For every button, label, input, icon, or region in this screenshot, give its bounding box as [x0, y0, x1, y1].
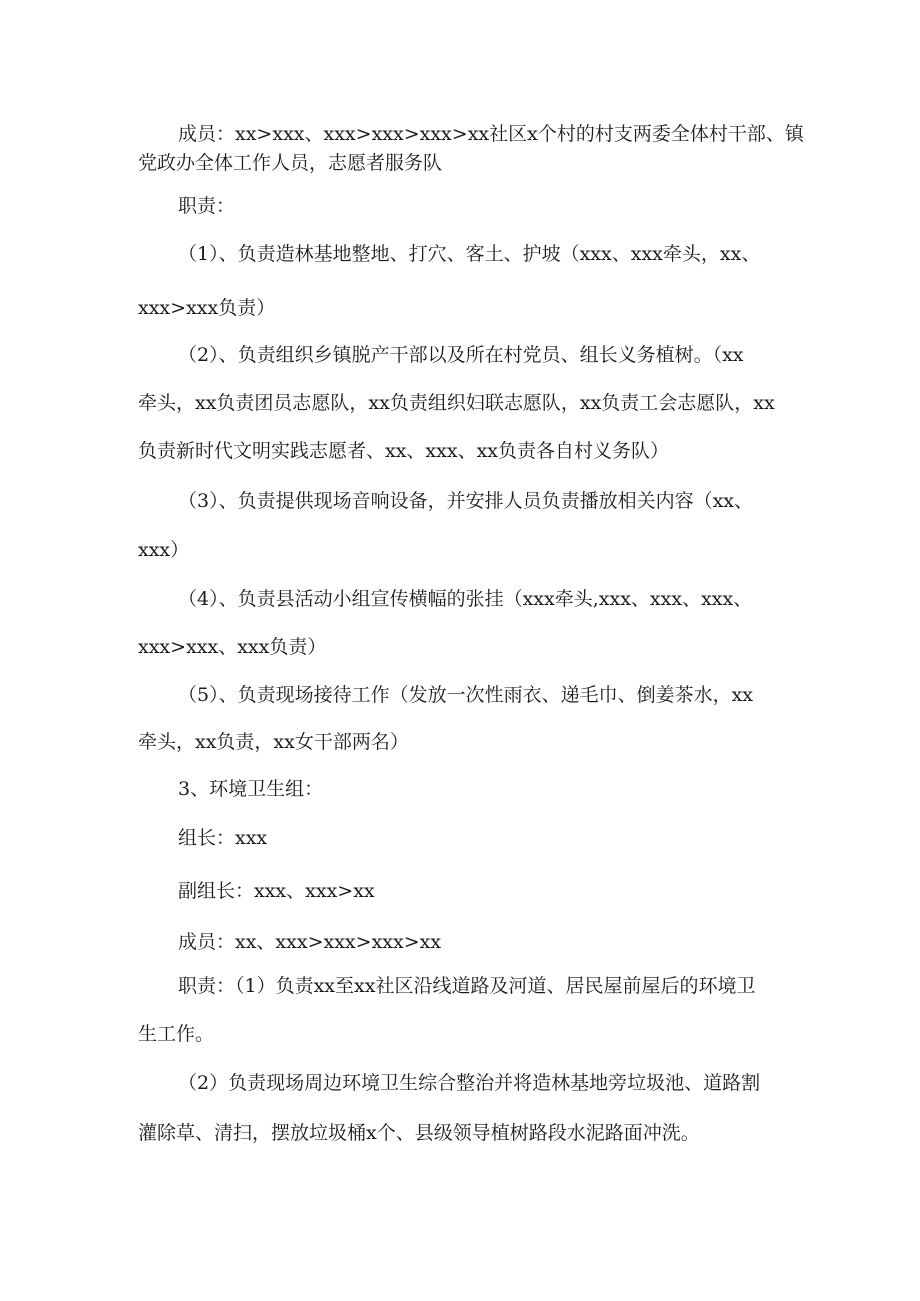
p6-line-2: xxx>xxx、xxx负责） — [138, 636, 327, 658]
p2-line-1: 职责： — [178, 195, 236, 217]
section-heading: 3、环境卫生组： — [178, 778, 324, 800]
p4-line-2: 牵头，xx负责团员志愿队，xx负责组织妇联志愿队，xx负责工会志愿队，xx — [138, 392, 775, 414]
p12-line-2: 生工作。 — [138, 1023, 215, 1045]
members-line: 成员：xx、xxx>xxx>xxx>xx — [178, 931, 442, 953]
p7-line-2: 牵头，xx负责，xx女干部两名） — [138, 731, 409, 753]
p5-line-2: xxx） — [138, 539, 190, 561]
p4-line-1: （2）、负责组织乡镇脱产干部以及所在村党员、组长义务植树。（xx — [178, 344, 744, 366]
p1-line-2: 党政办全体工作人员，志愿者服务队 — [138, 152, 443, 174]
p6-line-1: （4）、负责县活动小组宣传横幅的张挂（xxx牵头,xxx、xxx、xxx、 — [178, 588, 753, 610]
deputy-leader-line: 副组长：xxx、xxx>xx — [178, 880, 375, 902]
p13-line-2: 灌除草、清扫，摆放垃圾桶x个、县级领导植树路段水泥路面冲洗。 — [138, 1122, 700, 1144]
p4-line-3: 负责新时代文明实践志愿者、xx、xxx、xx负责各自村义务队） — [138, 440, 670, 462]
p7-line-1: （5）、负责现场接待工作（发放一次性雨衣、递毛巾、倒姜茶水，xx — [178, 684, 754, 706]
p13-line-1: （2）负责现场周边环境卫生综合整治并将造林基地旁垃圾池、道路割 — [178, 1072, 761, 1094]
p12-line-1: 职责：（1）负责xx至xx社区沿线道路及河道、居民屋前屋后的环境卫 — [178, 975, 756, 997]
leader-line: 组长：xxx — [178, 827, 268, 849]
p5-line-1: （3）、负责提供现场音响设备，并安排人员负责播放相关内容（xx、 — [178, 490, 754, 512]
p3-line-2: xxx>xxx负责） — [138, 297, 276, 319]
p1-line-1: 成员：xx>xxx、xxx>xxx>xxx>xx社区x个村的村支两委全体村干部、镇 — [178, 123, 804, 145]
p3-line-1: （1）、负责造林基地整地、打穴、客土、护坡（xxx、xxx牵头，xx、 — [178, 243, 761, 265]
